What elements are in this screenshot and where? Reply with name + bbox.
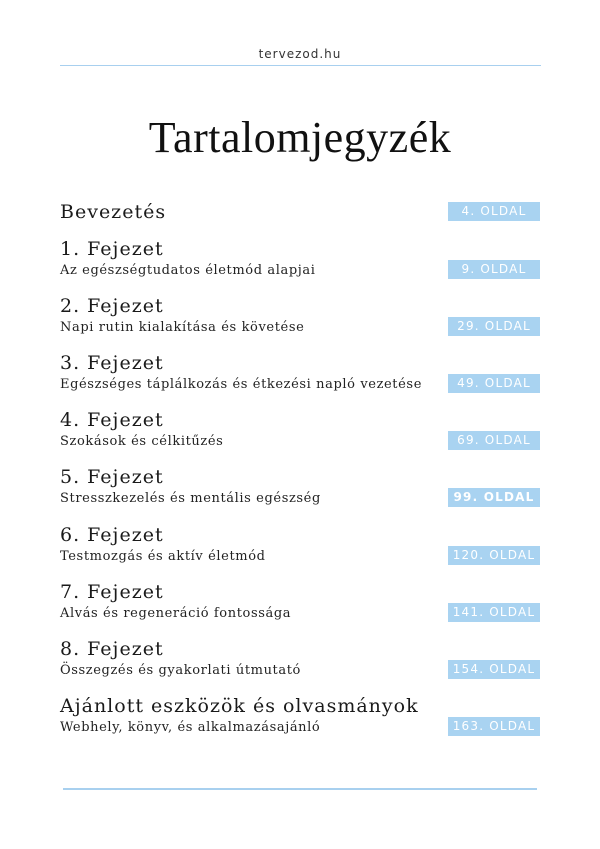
toc-entry-chapter-2 bbox=[60, 295, 540, 335]
top-divider bbox=[60, 65, 541, 66]
toc-entry-chapter-4 bbox=[60, 409, 540, 449]
page-badge: 69. OLDAL bbox=[448, 431, 540, 450]
toc-entry-heading: Bevezetés bbox=[60, 201, 167, 223]
page-badge: 99. OLDAL bbox=[448, 488, 540, 507]
toc-entry-subtitle: Az egészségtudatos életmód alapjai bbox=[60, 263, 316, 278]
toc-entry-heading: Ajánlott eszközök és olvasmányok bbox=[60, 695, 419, 717]
toc-entry-subtitle: Alvás és regeneráció fontossága bbox=[60, 606, 292, 621]
page-badge: 120. OLDAL bbox=[448, 546, 540, 565]
toc-entry-chapter-8 bbox=[60, 638, 540, 678]
toc-entry-chapter-6 bbox=[60, 524, 540, 564]
page-badge: 9. OLDAL bbox=[448, 260, 540, 279]
toc-entry-heading: 3. Fejezet bbox=[60, 352, 164, 374]
toc-entry-heading: 4. Fejezet bbox=[60, 409, 164, 431]
toc-entry-subtitle: Napi rutin kialakítása és követése bbox=[60, 320, 305, 335]
toc-entry-chapter-1 bbox=[60, 238, 540, 278]
site-url: tervezod.hu bbox=[258, 47, 342, 61]
page-badge: 154. OLDAL bbox=[448, 660, 540, 679]
toc-entry-heading: 2. Fejezet bbox=[60, 295, 164, 317]
toc-entry-chapter-5 bbox=[60, 466, 540, 506]
toc-entry-subtitle: Testmozgás és aktív életmód bbox=[60, 549, 266, 564]
page-badge: 163. OLDAL bbox=[448, 717, 540, 736]
toc-entry-chapter-7 bbox=[60, 581, 540, 621]
toc-entry-heading: 1. Fejezet bbox=[60, 238, 164, 260]
toc-entry-intro bbox=[60, 201, 540, 223]
page-badge: 29. OLDAL bbox=[448, 317, 540, 336]
toc-entry-subtitle: Stresszkezelés és mentális egészség bbox=[60, 491, 321, 506]
toc-entry-heading: 5. Fejezet bbox=[60, 466, 164, 488]
toc-entry-chapter-3 bbox=[60, 352, 540, 392]
toc-entry-subtitle: Összegzés és gyakorlati útmutató bbox=[60, 663, 301, 678]
page-badge: 4. OLDAL bbox=[448, 202, 540, 221]
toc-entry-heading: 8. Fejezet bbox=[60, 638, 164, 660]
page-badge: 141. OLDAL bbox=[448, 603, 540, 622]
page-badge: 49. OLDAL bbox=[448, 374, 540, 393]
bottom-divider bbox=[63, 788, 537, 790]
toc-entry-heading: 6. Fejezet bbox=[60, 524, 164, 546]
toc-entry-heading: 7. Fejezet bbox=[60, 581, 164, 603]
page-title: Tartalomjegyzék bbox=[148, 113, 452, 162]
toc-entry-subtitle: Webhely, könyv, és alkalmazásajánló bbox=[60, 720, 321, 735]
toc-entry-subtitle: Szokások és célkitűzés bbox=[60, 434, 224, 449]
toc-entry-subtitle: Egészséges táplálkozás és étkezési napló vezetése bbox=[60, 377, 422, 392]
toc-entry-recommended bbox=[60, 695, 540, 735]
